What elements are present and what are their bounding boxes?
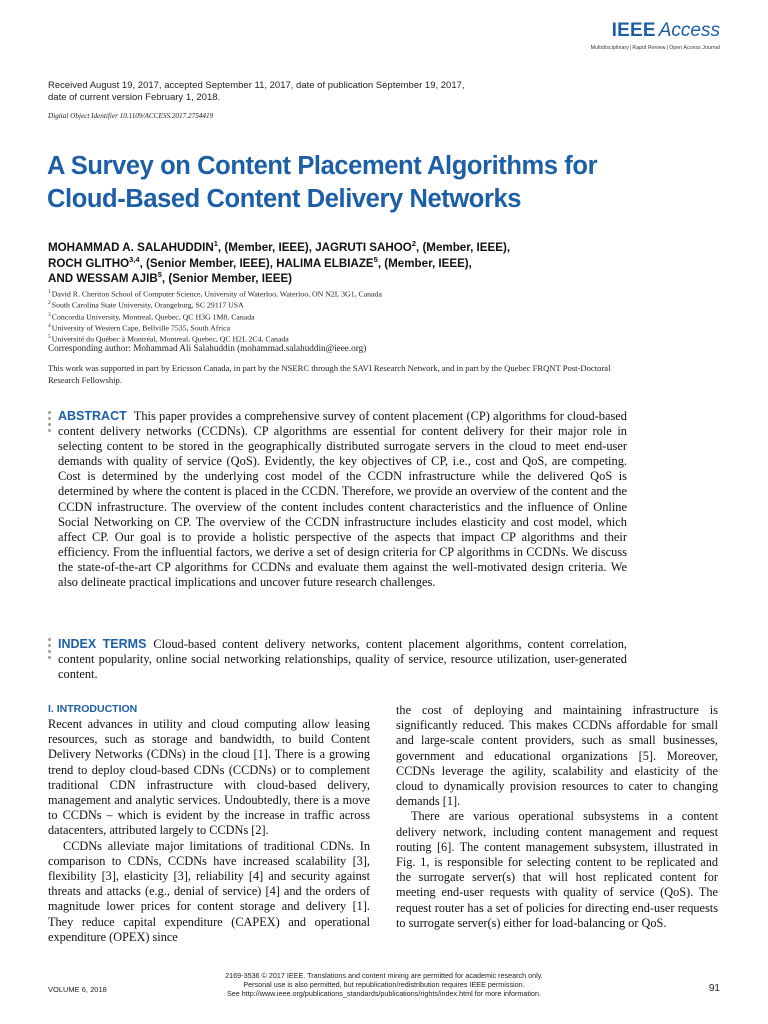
abstract-dots-icon xyxy=(48,411,52,435)
index-terms-heading: INDEX TERMS xyxy=(58,637,147,651)
corresponding-author: Corresponding author: Mohammad Ali Salahuddin (mohammad.salahuddin@ieee.org) xyxy=(48,343,367,353)
footer-line: Personal use is also permitted, but republication/redistribution requires IEEE permission. xyxy=(243,979,525,989)
logo-access: Access xyxy=(658,20,720,41)
author-affil-sup: 3,4 xyxy=(129,254,140,264)
doi: Digital Object Identifier 10.1109/ACCESS.2017.2754419 xyxy=(48,112,214,120)
affiliation-number: 1 xyxy=(48,289,51,295)
author-affil-sup: 1 xyxy=(213,239,218,249)
dates-line: Received August 19, 2017, accepted September 11, 2017, date of publication September 19, 2017, xyxy=(48,80,465,91)
footer-copyright xyxy=(174,972,594,998)
body-column-left xyxy=(48,717,370,945)
paper-title xyxy=(47,150,687,216)
body-paragraph: the cost of deploying and maintaining infrastructure is significantly reduced. This makes CCDNs affordable for small and large-scale content providers, such as small businesses, government and educational organizations [5]. Moreover, CCDNs leverage the agility, scalability and elasticity of the cloud to dynamically provision resources to cater to changing demands [1]. xyxy=(396,703,718,809)
abstract-heading: ABSTRACT xyxy=(58,409,127,423)
author-role: , (Member, IEEE), xyxy=(416,241,511,254)
author-role: , (Senior Member, IEEE), xyxy=(139,256,277,270)
author-name: MOHAMMAD A. SALAHUDDIN xyxy=(48,241,214,254)
tagline-item: Multidisciplinary xyxy=(590,45,629,51)
tagline-item: Open Access Journal xyxy=(669,45,720,51)
ieee-access-logo xyxy=(591,20,720,51)
affiliation-number: 4 xyxy=(48,322,51,329)
affiliation-row xyxy=(48,322,382,333)
section-heading-introduction: I. INTRODUCTION xyxy=(48,703,138,715)
dates-line: date of current version February 1, 2018. xyxy=(48,92,221,103)
affiliation-text: South Carolina State University, Orangeburg, SC 29117 USA xyxy=(51,300,244,310)
author-name: HALIMA ELBIAZE xyxy=(276,256,374,270)
author-name: ROCH GLITHO xyxy=(48,256,130,270)
funding-note: This work was supported in part by Ericsson Canada, in part by the NSERC through the SAVI Research Network, and in part by the Quebec FRQNT Post-Doctoral Research Fellowship. xyxy=(48,363,611,385)
author-role: , (Member, IEEE), xyxy=(217,241,316,254)
logo-brand xyxy=(591,20,720,42)
logo-ieee: IEEE xyxy=(611,20,656,41)
footer-volume: VOLUME 6, 2018 xyxy=(48,985,107,994)
title-line: A Survey on Content Placement Algorithms for xyxy=(47,152,598,180)
affiliation-text: David R. Cheriton School of Computer Science, University of Waterloo, Waterloo, ON N2L 3G1, Canada xyxy=(51,289,382,299)
author-role: , (Member, IEEE), xyxy=(377,256,472,270)
abstract xyxy=(58,409,627,590)
author-affil-sup: 5 xyxy=(157,270,162,280)
affiliation-text: Université du Québec à Montréal, Montreal, Quebec, QC H2L 2C4, Canada xyxy=(51,334,289,344)
author-affil-sup: 5 xyxy=(373,254,378,264)
title-line: Cloud-Based Content Delivery Networks xyxy=(47,185,522,213)
footer-line: 2169-3536 © 2017 IEEE. Translations and content mining are permitted for academic research only. xyxy=(225,971,543,980)
author-list xyxy=(48,240,688,287)
affiliation-number: 2 xyxy=(48,300,51,307)
index-terms-dots-icon xyxy=(48,638,52,662)
index-terms xyxy=(58,637,627,682)
affiliation-row xyxy=(48,288,382,299)
author-name: JAGRUTI SAHOO xyxy=(315,241,412,254)
body-paragraph: CCDNs alleviate major limitations of traditional CDNs. In comparison to CDNs, CCDNs have increased scalability [3], flexibility [3], elasticity [3], reliability [4] and security against threats and attacks (e.g., denial of service) [4] and the orders of magnitude lower prices for content storage and delivery [1]. They reduce capital expenditure (CAPEX) and operational expenditure (OPEX) since xyxy=(48,838,370,944)
affiliation-row xyxy=(48,299,382,310)
tagline-item: Rapid Review xyxy=(632,45,666,51)
author-name: AND WESSAM AJIB xyxy=(48,272,158,285)
body-column-right xyxy=(396,703,718,931)
author-role: , (Senior Member, IEEE) xyxy=(161,272,293,285)
index-terms-text: Cloud-based content delivery networks, content placement algorithms, content correlation, content popularity, online social networking relationships, quality of service, resource utilization, user-generated content. xyxy=(58,637,627,682)
author-affil-sup: 2 xyxy=(411,239,416,249)
affiliation-row xyxy=(48,311,382,322)
affiliation-text: University of Western Cape, Bellville 7535, South Africa xyxy=(51,323,231,333)
affiliation-text: Concordia University, Montreal, Quebec, QC H3G 1M8, Canada xyxy=(51,312,255,322)
abstract-text: This paper provides a comprehensive survey of content placement (CP) algorithms for cloud-based content delivery networks (CCDNs). CP algorithms are essential for content delivery for their major role in selecting content to be stored in the geographically distributed surrogate servers in the cloud to meet end-user demands with quality of service (QoS). Evidently, the key objectives of CP, i.e., cost and QoS, are competing. Cost is determined by the underlying cost model of the CCDN infrastructure while the delivered QoS is determined by where the content is placed in the CCDN. Therefore, we provide an overview of the content and the CCDN infrastructure. The overview of the content includes content characteristics and the influence of Online Social Networking on CP. The overview of the CCDN infrastructure includes elasticity and cost model, which affect CP. Our goal is to provide a holistic perspective of the aspects that impact CP algorithms and their efficiency. From the influential factors, we derive a set of design criteria for CP algorithms in CCDNs. We discuss the state-of-the-art CP algorithms for CCDNs and evaluate them against the well-motivated design criteria. We also delineate practical implications and uncover future research challenges. xyxy=(58,409,627,590)
body-paragraph: Recent advances in utility and cloud computing allow leasing resources, such as storage and bandwidth, to build Content Delivery Networks (CDNs) in the cloud [1]. There is a growing trend to deploy cloud-based CDNs (CCDNs) or to complement traditional CDN infrastructure with cloud-based delivery, management and analytic services. Undoubtedly, there is a move to CCDNs – which is evident by the increase in traffic across datacenters, attributed largely to CCDNs [2]. xyxy=(48,717,370,838)
page-number: 91 xyxy=(708,983,720,994)
body-paragraph: There are various operational subsystems in a content delivery network, including content management and request routing [6]. The content management subsystem, illustrated in Fig. 1, is responsible for selecting content to be replicated and the surrogate server(s) that will host replicated content for meeting end-user requests with quality of service (QoS). The request router has a set of policies for directing end-user requests to surrogate server(s) either for load-balancing or QoS. xyxy=(396,809,718,930)
footer-line: See http://www.ieee.org/publications_standards/publications/rights/index.html for more information. xyxy=(226,988,542,998)
affiliations xyxy=(48,288,382,344)
logo-tagline: Multidisciplinary|Rapid Review|Open Access Journal xyxy=(590,45,720,51)
affiliation-number: 5 xyxy=(48,334,51,341)
publication-dates xyxy=(48,80,465,104)
affiliation-number: 3 xyxy=(48,311,51,318)
